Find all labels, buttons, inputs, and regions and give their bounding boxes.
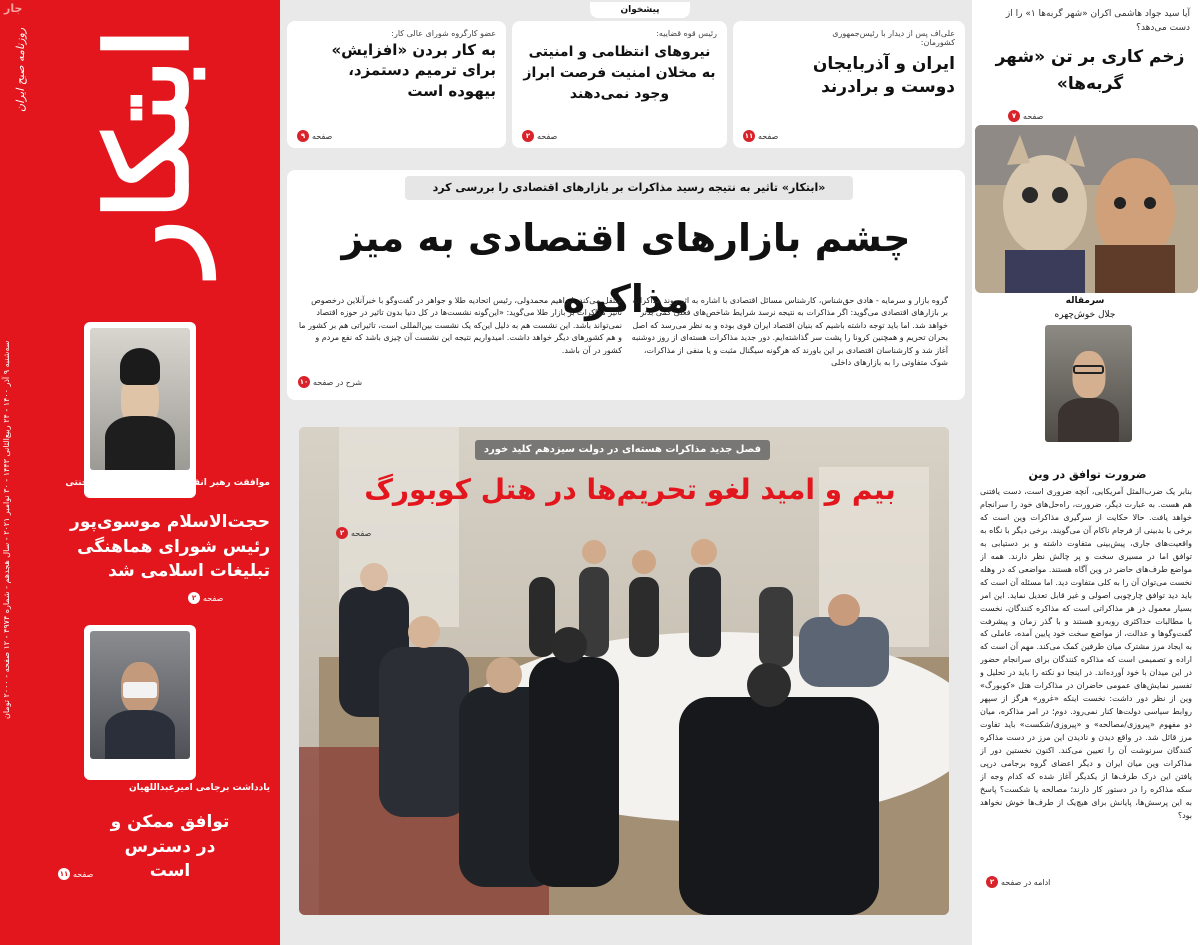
page-number-badge: ۲ xyxy=(986,876,998,888)
editorial-title[interactable]: ضرورت توافق در وین xyxy=(1028,468,1147,481)
right-headline[interactable]: زخم کاری بر تن «شهر گربه‌ها» xyxy=(995,47,1185,95)
leader-photo xyxy=(90,328,190,470)
main-headline[interactable]: چشم بازارهای اقتصادی به میز مذاکره xyxy=(341,216,911,321)
teaser-page: صفحه ۹ xyxy=(297,130,332,142)
editorial-author: جلال خوش‌چهره xyxy=(1054,310,1116,320)
right-page: صفحه ۷ xyxy=(1008,110,1043,122)
teaser-headline: به کار بردن «افزایش» برای ترمیم دستمزد، بیهوده است xyxy=(331,41,496,100)
minister-photo xyxy=(90,631,190,759)
pishkhan-label: پیشخوان xyxy=(590,2,690,18)
corner-label: جار xyxy=(4,2,23,15)
editorial-author-photo xyxy=(1045,325,1132,442)
left-story-2-page: صفحه ۱۱ xyxy=(59,869,94,879)
left-story-1-caption: موافقت رهبر انقلاب با استعفای آیت‌الله جنتی xyxy=(65,478,270,488)
masthead-logo: ابتکار xyxy=(83,27,214,275)
right-question: آیا سید جواد هاشمی اکران «شهر گربه‌ها ۱» را از دست می‌دهد؟ xyxy=(1005,9,1190,33)
teaser-page: صفحه ۱۱ xyxy=(744,131,779,141)
page-number-badge: ۲ xyxy=(336,527,348,539)
page-number-badge: ۲ xyxy=(188,592,200,604)
page-number-badge: ۱۱ xyxy=(744,132,754,140)
film-still-photo xyxy=(975,125,1198,293)
masthead-subtitle: روزنامه صبح ایران xyxy=(14,27,27,113)
page-number-badge: ۷ xyxy=(1008,110,1020,122)
editorial-body: بنابر یک ضرب‌المثل آمریکایی، آنچه ضروری است، دست یافتنی هم هست. به عبارت دیگر، ضرورت، راه‌حل‌های خود را سرانجام خواهد یافت. حالا حکایت از سرگیری مذاکرات وین است که برخی با بدبینی از فرجام ناکام آن می‌گویند. برخی دیگر با نگاه به واقعیت‌های جاری، پیش‌بینی متفاوت داشته و بر دستیابی به توافق اما در مسیری سخت و پر چالش نظر دارند. همه از مواضع طرف‌های حاضر در وین آگاه هستند. مواضعی که در وهله نخست می‌توان آن را به کلی متفاوت دید. اما مسئله آن است که باید دید توافق چارچوبی اصولی و غیر قابل تعدیل نماید. این امر بسیار معمول در هر مذاکراتی است که مذاکره کنندگان، نخست با مطالبات حداکثری روبه‌رو هستند و با گذر زمان و پیشرفت گفت‌وگوها و عدالت، از مواضع سخت خود پایین آمده، عاملی که به ایجاد مرز مشترک میان طرفین کمک می‌کند. مهم آن است که اراده و تصمیمی است که مذاکره کنندگان برای سرانجام حضور در این میدان با خود آورده‌اند. در اینجا دو نکته را باید در تحلیل و تفسیر نمایش‌های عمومی حاضران در مذاکرات هتل «کوبورگ» وین از نظر دور داشت: نخست اینکه «غرور» هرگز از سپهر روابط سیاسی دولت‌ها کنار نمی‌رود. دوم؛ در امر مذاکره، میان دو مفهوم «پیروزی/مصالحه» و «پیروزی/شکست» باید تفاوت مرز قائل شد. در واقع دیدن و نادیدن این مرز در دست مذاکره کنندگان سرنوشت آن را تعیین می‌کند. اکنون نخستین دور از مذاکرات وین میان ایران و دیگر اعضای گروه برجامی درپی یافتن این درک طرف‌ها از یکدیگر آغاز شده که کدام وجه از سکه مذاکره را در دستور کار دارند؛ مصالحه یا شکست؟ پاسخ به این پرسش‌ها، پایانش برای هیچ‌یک از طرف‌ها خوش نخواهد بود؟ xyxy=(980,487,1192,820)
teaser-page: صفحه ۲ xyxy=(522,130,557,142)
page-number-badge: ۹ xyxy=(297,130,309,142)
page-number-badge: ۱۰ xyxy=(299,378,309,386)
left-story-2-headline[interactable]: توافق ممکن و در دسترس است xyxy=(110,812,230,882)
left-story-1-page: صفحه ۲ xyxy=(188,592,223,604)
main-col-1: گروه بازار و سرمایه - هادی حق‌شناس، کارشناس مسائل اقتصادی با اشاره به اثر روند مذاکرات بر بازارهای اقتصادی می‌گوید: اگر مذاکرات به نتیجه نرسد شرایط شاخص‌های فعلی کمی بدتر خواهد شد. اما باید توجه داشته باشیم که بنیان اقتصاد ایران قوی بوده و به نظر می‌رسد که اصل بحران تحریم و همچنین کرونا را پشت سر گذاشته‌ایم. دور جدید مذاکرات هسته‌ای از روز دوشنبه آغاز شد و کارشناسان اقتصادی بر این باورند که هرگونه سیگنال مثبت و یا منفی از مذاکرات، شوک متفاوتی را به بازارهای داخلی xyxy=(631,296,948,367)
teaser-2[interactable] xyxy=(512,21,727,148)
teaser-3[interactable] xyxy=(287,21,506,148)
editorial-more: ادامه در صفحه ۲ xyxy=(986,876,1050,888)
teaser-kicker: عضو کارگروه شورای عالی کار: xyxy=(391,29,496,38)
main-col-2: منتقل می‌کند. ابراهیم محمدولی، رئیس اتحادیه طلا و جواهر در گفت‌وگو با خبرآنلاین درخصوص تاثیر مذاکرات بر بازار طلا می‌گوید: «این‌گونه نشست‌ها در کل دنیا بدون تاثیر در حوزه اقتصاد نمی‌تواند باشد. این نشست هم به دلیل این‌که یک نشست بین‌المللی است، تاثیراتی هم بر کشور ما و هم کشورهای دیگر خواهد داشت. امیدواریم نتیجه این نشست آن چیزی باشد که نفع مردم و کشور در آن باشد. xyxy=(298,296,622,355)
left-story-1-headline[interactable]: حجت‌الاسلام موسوی‌پور رئیس شورای هماهنگی تبلیغات اسلامی شد xyxy=(70,512,270,582)
editorial-label: سرمقاله xyxy=(1065,296,1105,306)
hero-headline[interactable]: بیم و امید لغو تحریم‌ها در هتل کوبورگ xyxy=(364,473,896,506)
hero-page: صفحه ۲ xyxy=(336,527,371,539)
teaser-headline: نیروهای انتظامی و امنیتی به مخلان امنیت فرصت ابراز وجود نمی‌دهند xyxy=(523,44,716,102)
teaser-1[interactable] xyxy=(733,21,965,148)
page-number-badge: ۱۱ xyxy=(59,870,69,878)
main-more: شرح در صفحه ۱۰ xyxy=(299,377,363,387)
teaser-kicker: علی‌اف پس از دیدار با رئیس‌جمهوری کشورمان: xyxy=(832,29,955,47)
teaser-kicker: رئیس قوه قضاییه: xyxy=(656,29,717,38)
main-kicker: «ابتکار» تاثیر به نتیجه رسید مذاکرات بر بازارهای اقتصادی را بررسی کرد xyxy=(405,176,853,200)
dateline: سه‌شنبه ۹ آذر ۱۴۰۰ - ۲۴ ربیع‌الثانی ۱۴۴۳ - ۳۰ نوامبر ۲۰۲۱ - سال هجدهم - شماره ۴۹۷۴ - ۱۲ صفحه - ۲۰۰۰ تومان xyxy=(2,340,11,720)
left-story-2-caption: یادداشت برجامی امیرعبداللهیان xyxy=(128,783,270,793)
left-story-2-card[interactable] xyxy=(84,625,196,780)
teaser-headline: ایران و آذربایجان دوست و برادرند xyxy=(812,54,955,97)
hero-kicker: فصل جدید مذاکرات هسته‌ای در دولت سیزدهم کلید خورد xyxy=(475,440,770,460)
page-number-badge: ۲ xyxy=(522,130,534,142)
left-story-1-card[interactable] xyxy=(84,322,196,498)
